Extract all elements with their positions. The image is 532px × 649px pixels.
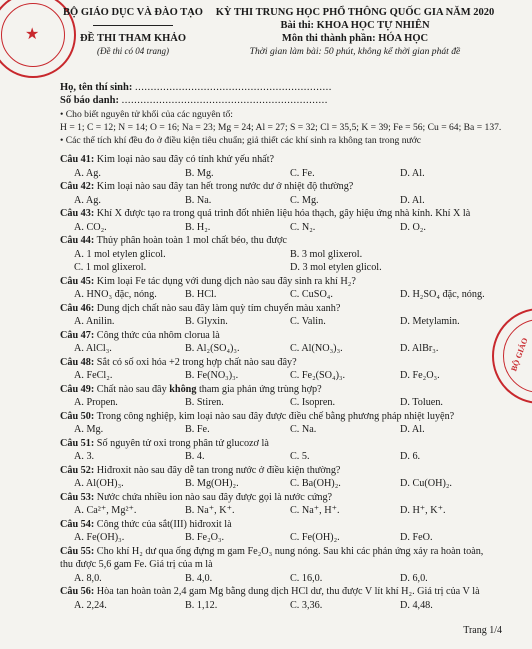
answer-option: D. Metylamin. bbox=[400, 316, 460, 327]
answer-option: B. 4,0. bbox=[185, 572, 213, 584]
answer-option: B. Al₂(SO₄)₃. bbox=[185, 343, 240, 354]
question-label: Câu 48: bbox=[60, 356, 95, 368]
question-stem bbox=[60, 438, 512, 449]
answer-option: D. 4,48. bbox=[400, 599, 433, 611]
question-text: Nước chứa nhiều ion nào sau đây được gọi là nước cứng? bbox=[96, 491, 333, 503]
answer-option: B. Na. bbox=[185, 194, 212, 206]
question-label: Câu 43: bbox=[60, 208, 95, 219]
answer-option: A. Mg. bbox=[74, 424, 104, 435]
answer-option: C. 3,36. bbox=[290, 599, 323, 611]
answer-option: B. H₂. bbox=[185, 221, 211, 233]
answer-option: D. AlBr₃. bbox=[400, 343, 439, 354]
question-label: Câu 53: bbox=[60, 491, 95, 503]
question-label: Câu 50: bbox=[60, 410, 95, 422]
question-label: Câu 41: bbox=[60, 154, 95, 165]
question-text: Công thức của nhôm clorua là bbox=[96, 329, 220, 341]
question-text: Kim loại Fe tác dụng với dung dịch nào sau đây sinh ra khí H₂? bbox=[96, 275, 356, 287]
answer-option: A. 1 mol etylen glicol. bbox=[74, 248, 166, 260]
pages-note: (Đề thi có 04 trang) bbox=[97, 46, 169, 56]
answer-option: D. 3 mol etylen glicol. bbox=[290, 262, 382, 273]
note-line-1: • Cho biết nguyên tử khối của các nguyên tố: bbox=[60, 109, 233, 120]
question-stem bbox=[60, 181, 512, 192]
answer-option: B. HCl. bbox=[185, 289, 217, 300]
question-text: Trong công nghiệp, kim loại nào sau đây được điều chế bằng phương pháp nhiệt luyện? bbox=[96, 410, 455, 422]
header-divider bbox=[93, 25, 173, 26]
answer-option: B. Mg. bbox=[185, 167, 214, 179]
question-text: Cho khí H₂ dư qua ống đựng m gam Fe₂O₃ nung nóng. Sau khi các phản ứng xảy ra hoàn toàn, bbox=[96, 545, 484, 557]
answer-option: B. 1,12. bbox=[185, 599, 218, 611]
note-line-3: • Các thể tích khí đều đo ở điều kiện tiêu chuẩn; giả thiết các khí sinh ra không tan trong nước bbox=[60, 135, 422, 146]
answer-option: C. 5. bbox=[290, 451, 310, 462]
question-stem bbox=[60, 154, 512, 165]
question-label: Câu 44: bbox=[60, 235, 95, 246]
answer-option: A. Fe(OH)₃. bbox=[74, 532, 125, 543]
answer-option: C. Isopren. bbox=[290, 397, 335, 408]
question-text: Công thức của sắt(III) hiđroxit là bbox=[96, 518, 232, 530]
page-number: Trang 1/4 bbox=[463, 625, 502, 636]
answer-option: D. 6,0. bbox=[400, 572, 428, 584]
question-stem bbox=[60, 357, 512, 368]
question-text-continued: thu được 5,6 gam Fe. Giá trị của m là bbox=[60, 559, 213, 570]
subject-group: Bài thi: KHOA HỌC TỰ NHIÊN bbox=[280, 20, 430, 31]
time-note: Thời gian làm bài: 50 phút, không kể thời gian phát đề bbox=[249, 46, 461, 57]
answer-option: D. Cu(OH)₂. bbox=[400, 478, 452, 489]
answer-option: D. Toluen. bbox=[400, 397, 443, 408]
question-label: Câu 54: bbox=[60, 518, 95, 530]
question-label: Câu 46: bbox=[60, 302, 95, 314]
answer-option: C. Fe₂(SO₄)₃. bbox=[290, 370, 346, 381]
question-text: Hòa tan hoàn toàn 2,4 gam Mg bằng dung dịch HCl dư, thu được V lít khí H₂. Giá trị của V là bbox=[96, 586, 480, 597]
answer-option: A. HNO₃ đặc, nóng. bbox=[74, 289, 157, 300]
answer-option: B. 4. bbox=[185, 451, 205, 462]
question-stem bbox=[60, 546, 512, 557]
answer-option: B. Na⁺, K⁺. bbox=[185, 505, 235, 516]
answer-option: C. Ba(OH)₂. bbox=[290, 478, 341, 489]
candidate-info: Họ, tên thí sinh: ............................................................... Số báo danh: .................................................................. bbox=[60, 82, 332, 106]
question-label: Câu 45: bbox=[60, 275, 95, 287]
question-stem bbox=[60, 330, 512, 341]
answer-option: A. FeCl₂. bbox=[74, 370, 113, 381]
question-label: Câu 52: bbox=[60, 464, 95, 476]
answer-option: B. Fe(NO₃)₃. bbox=[185, 370, 239, 381]
answer-option: C. 1 mol glixerol. bbox=[74, 262, 147, 273]
answer-option: C. 16,0. bbox=[290, 572, 323, 584]
question-label: Câu 47: bbox=[60, 329, 95, 341]
question-stem bbox=[60, 492, 512, 503]
question-stem bbox=[60, 586, 512, 597]
answer-option: B. Fe. bbox=[185, 424, 210, 435]
question-stem bbox=[60, 303, 512, 314]
answer-option: B. Glyxin. bbox=[185, 316, 228, 327]
answer-option: C. Fe(OH)₂. bbox=[290, 532, 340, 543]
question-text: Chất nào sau đây bbox=[96, 383, 170, 395]
question-text: Kim loại nào sau đây có tính khử yếu nhất? bbox=[96, 154, 275, 165]
question-label: Câu 51: bbox=[60, 437, 95, 449]
answer-option: D. Al. bbox=[400, 167, 425, 179]
answer-option: A. Propen. bbox=[74, 397, 118, 408]
answer-option: D. H⁺, K⁺. bbox=[400, 505, 446, 516]
doc-type: ĐỀ THI THAM KHẢO bbox=[79, 33, 187, 44]
answer-option: A. Al(OH)₃. bbox=[74, 478, 124, 489]
answer-option: D. O₂. bbox=[400, 221, 426, 233]
question-stem bbox=[60, 235, 512, 246]
answer-option: D. H₂SO₄ đặc, nóng. bbox=[400, 289, 485, 300]
answer-option: C. CuSO₄. bbox=[290, 289, 333, 300]
question-stem bbox=[60, 208, 512, 219]
answer-option: D. FeO. bbox=[400, 532, 433, 543]
question-stem bbox=[60, 465, 512, 476]
question-text: tham gia phản ứng trùng hợp? bbox=[196, 383, 322, 395]
question-stem bbox=[60, 384, 512, 395]
answer-option: D. Fe₂O₃. bbox=[400, 370, 440, 381]
question-text: Khí X được tạo ra trong quá trình đốt nhiên liệu hóa thạch, gây hiệu ứng nhà kính. Khí X là bbox=[96, 208, 471, 219]
answer-option: A. 3. bbox=[74, 451, 95, 462]
answer-option: B. 3 mol glixerol. bbox=[290, 248, 363, 260]
question-text: Hiđroxit nào sau đây dễ tan trong nước ở điều kiện thường? bbox=[96, 464, 341, 476]
question-label: Câu 56: bbox=[60, 586, 95, 597]
answer-option: A. Ca²⁺, Mg²⁺. bbox=[74, 505, 137, 516]
seal-stamp-top-left: ★ bbox=[0, 0, 76, 78]
question-stem bbox=[60, 519, 512, 530]
answer-option: D. 6. bbox=[400, 451, 421, 462]
question-stem bbox=[60, 411, 512, 422]
seal-stamp-right: BỘ GIÁO bbox=[492, 308, 532, 404]
answer-option: B. Mg(OH)₂. bbox=[185, 478, 239, 489]
answer-option: A. Ag. bbox=[74, 194, 101, 206]
header-right bbox=[200, 6, 510, 58]
answer-option: A. AlCl₃. bbox=[74, 343, 112, 354]
question-text-emphasis: không bbox=[169, 383, 197, 395]
answer-option: C. Fe. bbox=[290, 167, 315, 179]
question-text: Dung dịch chất nào sau đây làm quỳ tím chuyển màu xanh? bbox=[96, 302, 341, 314]
question-text: Thủy phân hoàn toàn 1 mol chất béo, thu được bbox=[96, 235, 287, 246]
answer-option: A. Ag. bbox=[74, 167, 101, 179]
question-text: Số nguyên tử oxi trong phân tử glucozơ là bbox=[96, 437, 269, 449]
answer-option: C. N₂. bbox=[290, 221, 316, 233]
answer-option: C. Mg. bbox=[290, 194, 319, 206]
name-label: Họ, tên thí sinh: bbox=[60, 82, 133, 93]
answer-option: B. Stiren. bbox=[185, 397, 224, 408]
atomic-masses: H = 1; C = 12; N = 14; O = 16; Na = 23; Mg = 24; Al = 27; S = 32; Cl = 35,5; K = 39; Fe = 56; Cu = 64; Ba = 137. bbox=[60, 122, 502, 133]
question-text: Sắt có số oxi hóa +2 trong hợp chất nào sau đây? bbox=[96, 356, 297, 368]
answer-option: A. CO₂. bbox=[74, 221, 107, 233]
exam-title: KỲ THI TRUNG HỌC PHỔ THÔNG QUỐC GIA NĂM 2020 bbox=[215, 7, 495, 18]
answer-option: C. Valin. bbox=[290, 316, 326, 327]
answer-option: D. Al. bbox=[400, 424, 425, 435]
question-text: Kim loại nào sau đây tan hết trong nước dư ở nhiệt độ thường? bbox=[96, 181, 354, 192]
answer-option: C. Al(NO₃)₃. bbox=[290, 343, 343, 354]
question-label: Câu 49: bbox=[60, 383, 95, 395]
subject-name: Môn thi thành phần: HÓA HỌC bbox=[281, 33, 429, 44]
number-label: Số báo danh: bbox=[60, 94, 119, 106]
answer-option: B. Fe₂O₃. bbox=[185, 532, 225, 543]
answer-option: A. Anilin. bbox=[74, 316, 115, 327]
answer-option: C. Na. bbox=[290, 424, 317, 435]
answer-option: C. Na⁺, H⁺. bbox=[290, 505, 340, 516]
ministry-name: BỘ GIÁO DỤC VÀ ĐÀO TẠO bbox=[63, 7, 203, 18]
question-label: Câu 55: bbox=[60, 545, 95, 557]
question-label: Câu 42: bbox=[60, 181, 95, 192]
question-stem bbox=[60, 276, 512, 287]
answer-option: A. 8,0. bbox=[74, 572, 102, 584]
answer-option: D. Al. bbox=[400, 194, 425, 206]
answer-option: A. 2,24. bbox=[74, 599, 107, 611]
